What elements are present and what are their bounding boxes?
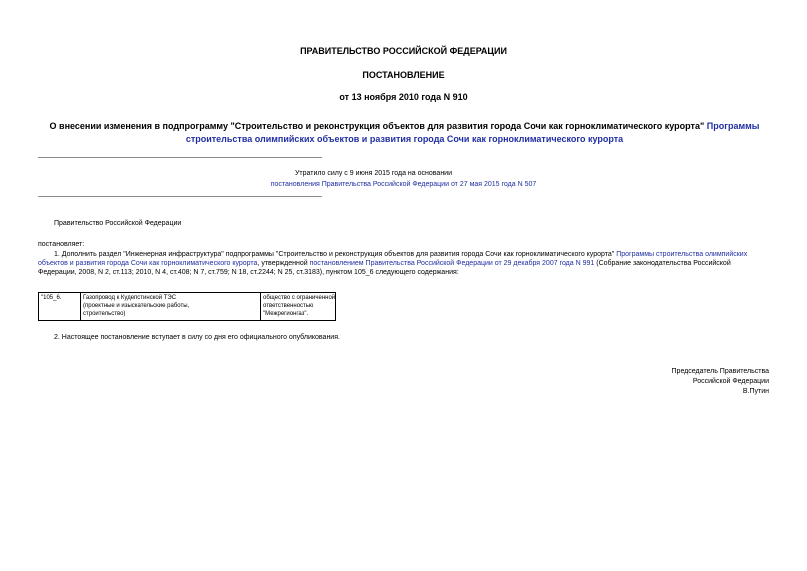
item1-program-link-b[interactable]: объектов и развития города Сочи как горноклиматического курорта [38,260,258,267]
document-date-number: от 13 ноября 2010 года N 910 [339,92,468,102]
document-type-heading: ПОСТАНОВЛЕНИЕ [362,70,445,80]
expired-note: Утратило силу с 9 июня 2015 года на основании [294,170,453,177]
decree-line: постановляет: [38,241,85,248]
table-object-line-2: (проектные и изыскательские работы, [83,303,190,309]
subject-program-link[interactable]: Программы строительства олимпийских объектов и развития города Сочи как горноклиматического курорта [185,121,760,144]
government-line: Правительство Российской Федерации [54,220,182,227]
item1-decree-link[interactable]: постановлением Правительства Российской Федерации от 29 декабря 2007 года N 991 [309,260,595,267]
divider-top [38,157,322,158]
table-contractor-line-1: общество с ограниченной [263,295,336,301]
table-cell-object [81,293,261,320]
table-cell-contractor [261,293,335,320]
government-heading: ПРАВИТЕЛЬСТВО РОССИЙСКОЙ ФЕДЕРАЦИИ [300,46,507,56]
table-cell-number [39,293,81,320]
item1-text-b: , утвержденной [257,260,308,267]
signature-title-1: Председатель Правительства [671,368,769,375]
item1-text-c: (Собрание законодательства Российской [596,260,731,267]
signature-title-2: Российской Федерации [692,378,769,385]
item1-program-link-a[interactable]: Программы строительства олимпийских [616,251,748,258]
divider-bottom [38,196,322,197]
document-subject [38,120,771,146]
table-number-text: "105_6. [41,295,62,301]
signature-name: В.Путин [742,388,769,395]
expired-decree-link[interactable]: постановления Правительства Российской Федерации от 27 мая 2015 года N 507 [270,181,537,188]
item1-text-a: 1. Дополнить раздел "Инженерная инфраструктура" подпрограммы "Строительство и реконструкция объектов для развития города Сочи как горноклиматического курорта" [54,251,615,258]
table-object-line-1: Газопровод к Кудепстинской ТЭС [83,295,177,301]
item2-line: 2. Настоящее постановление вступает в силу со дня его официального опубликования. [54,334,340,341]
addition-table [38,292,336,321]
table-contractor-line-3: "Межрегионгаз". [263,311,309,317]
table-contractor-line-2: ответственностью [263,303,314,309]
subject-text: О внесении изменения в подпрограмму "Строительство и реконструкция объектов для развития города Сочи как горноклиматического курорта" [49,121,705,131]
expired-decree-link-row [0,180,807,190]
item1-line-3: Федерации, 2008, N 2, ст.113; 2010, N 4, ст.408; N 7, ст.759; N 18, ст.2244; N 25, ст.3183), пунктом 105_6 следующего содержания: [38,269,459,276]
table-object-line-3: строительство) [83,311,126,317]
